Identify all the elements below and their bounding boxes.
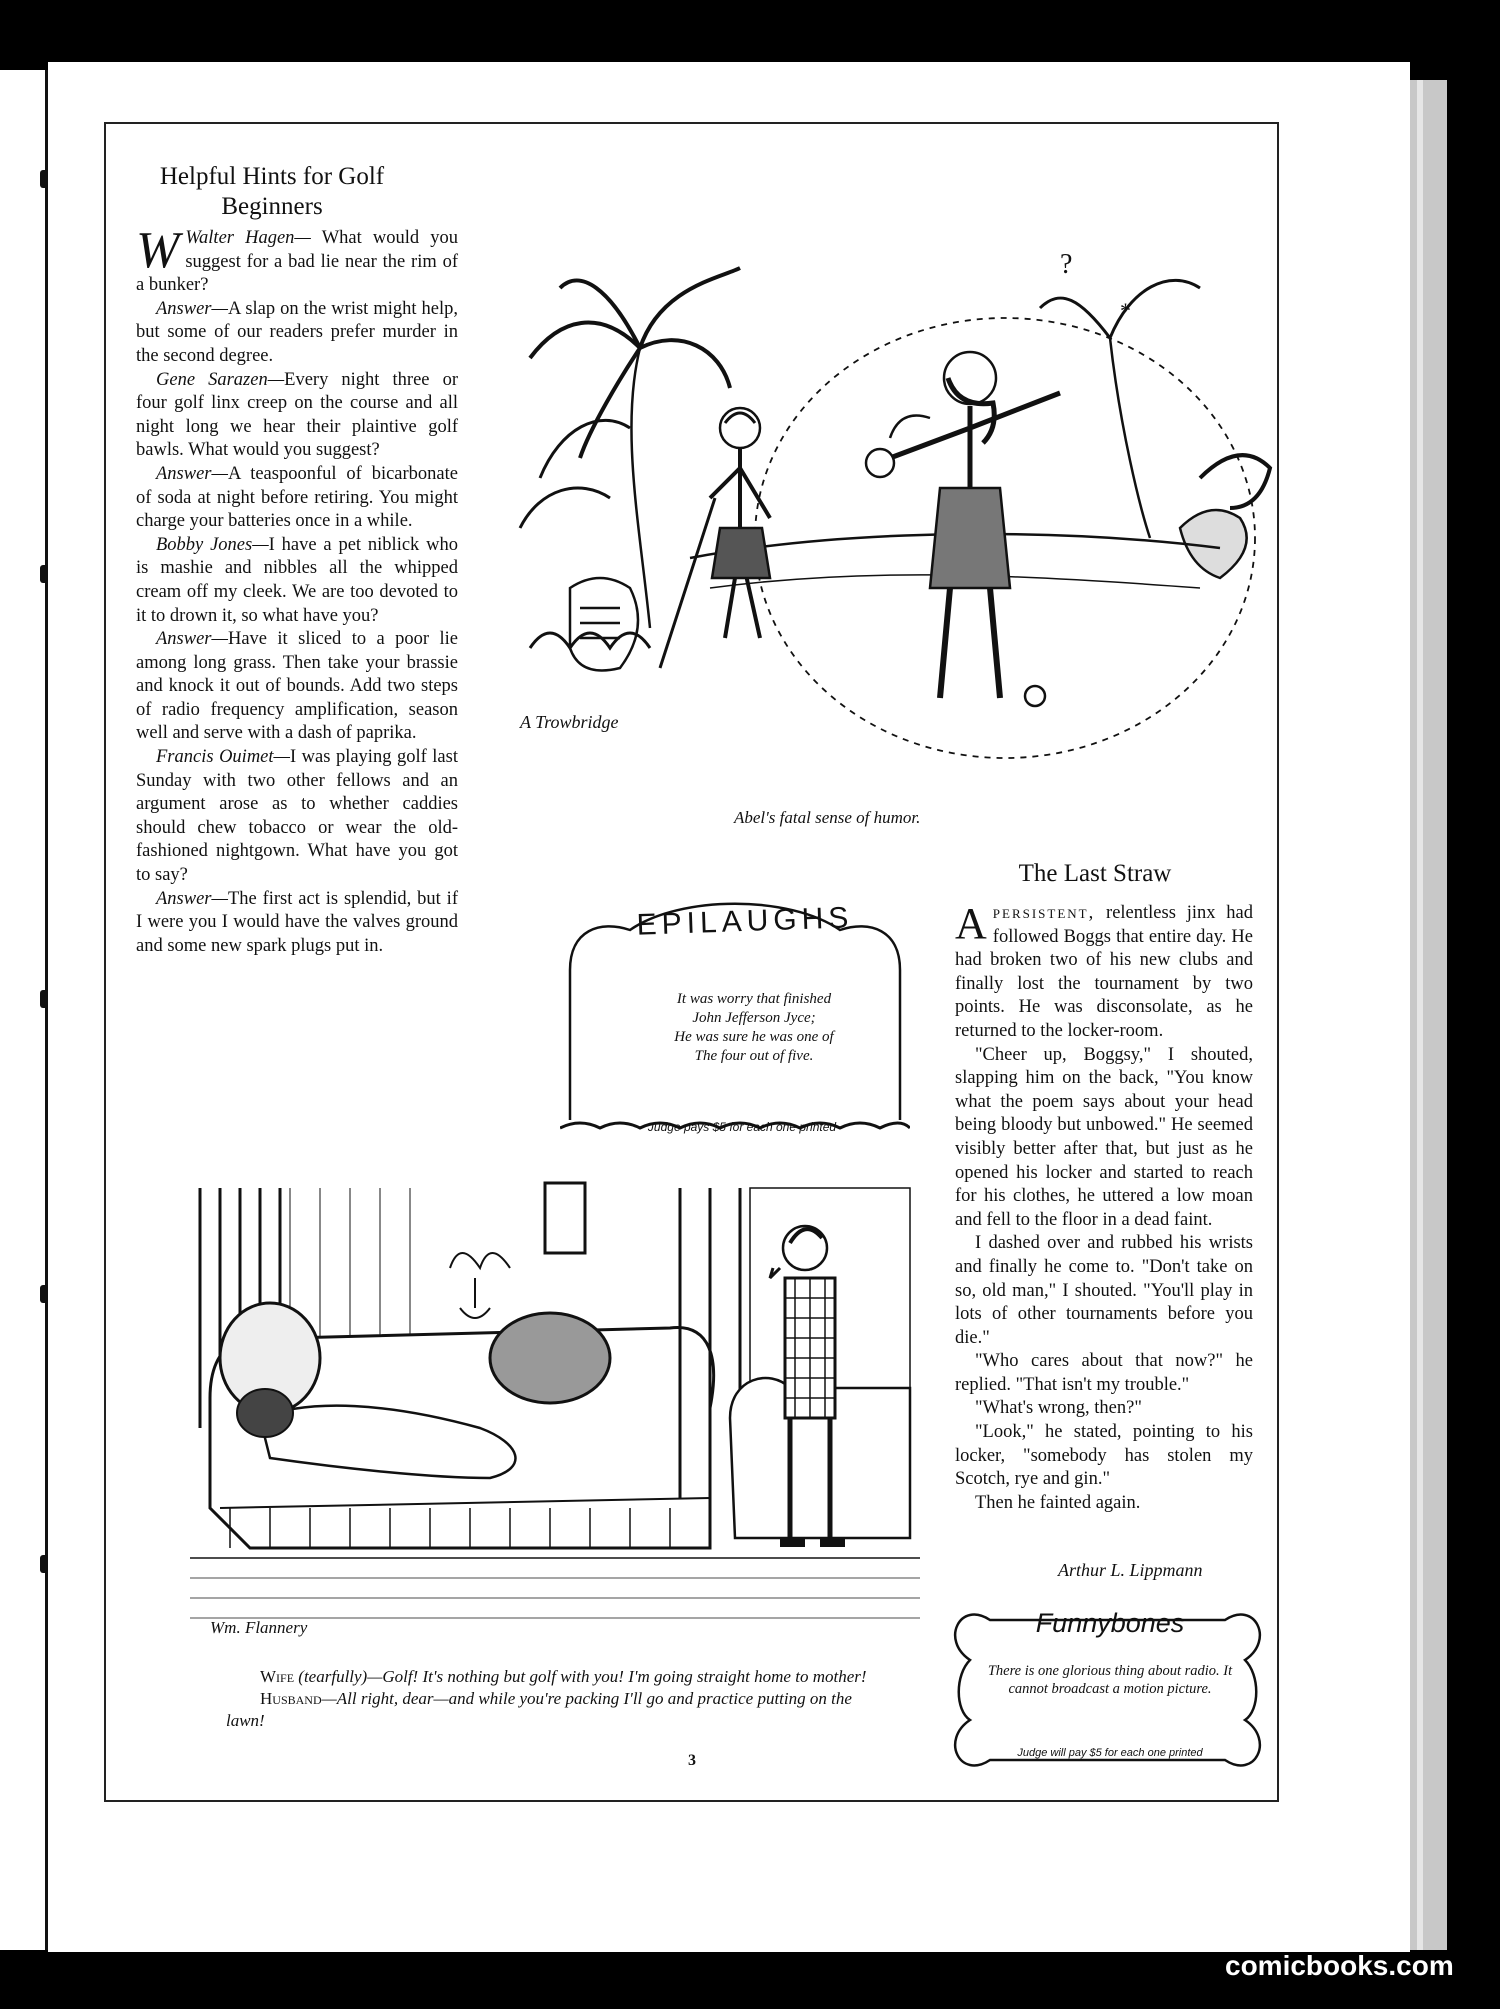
- golf-para: [136, 628, 458, 746]
- wife-text: (tearfully)—Golf! It's nothing but golf with you! I'm going straight home to mother!: [298, 1667, 867, 1686]
- page-edge: [1405, 80, 1447, 1950]
- wife-line: [226, 1666, 886, 1688]
- golf-text: A teaspoonful of bicarbonate of soda at night before retiring. You might charge your batteries once in a while.: [136, 463, 458, 532]
- golf-text: Every night three or four golf linx creep on the course and all night long we hear their plaintive golf bawls. What would you suggest?: [136, 369, 458, 461]
- golf-speaker: Bobby Jones—: [156, 534, 269, 555]
- straw-para: I dashed over and rubbed his wrists and finally he come to. "Don't take on so, old man," I shouted. "You'll play in lots of other tournaments before you die.": [955, 1233, 1253, 1348]
- funnybones-title: Funnybones: [1035, 1608, 1185, 1638]
- golf-para: [136, 534, 458, 628]
- golf-text: What would you suggest for a bad lie near the rim of a bunker?: [136, 228, 458, 296]
- straw-para: "What's wrong, then?": [975, 1398, 1142, 1419]
- caveman-golf-cartoon: [500, 228, 1280, 788]
- funnybones-footer: Judge will pay $5 for each one printed: [1017, 1747, 1203, 1759]
- epilaughs-poem: [604, 990, 904, 1066]
- golf-para: [136, 888, 458, 959]
- funnybones-text: There is one glorious thing about radio. It cannot broadcast a motion picture.: [987, 1663, 1233, 1697]
- golf-speaker: Answer—: [156, 463, 228, 484]
- golf-text: A slap on the wrist might help, but some of our readers prefer murder in the second degree.: [136, 298, 458, 366]
- cartoon2-caption: [226, 1666, 886, 1732]
- husband-line: [226, 1688, 886, 1732]
- svg-text:*: *: [1120, 298, 1131, 323]
- cartoon2-signature: Wm. Flannery: [210, 1618, 308, 1637]
- husband-label: Husband: [260, 1689, 322, 1708]
- golf-speaker: Gene Sarazen—: [156, 369, 285, 390]
- straw-opening: persistent,: [992, 903, 1096, 923]
- golf-text: I was playing golf last Sunday with two other fellows and an argument arose as to whether caddies should chew tobacco or wear the old-fashioned nightgown. What have you got to say?: [136, 747, 458, 886]
- epilaughs-footer: Judge pays $5 for each one printed: [647, 1120, 837, 1134]
- golf-hints-title: Helpful Hints for Golf Beginners: [159, 163, 385, 220]
- straw-dropcap: A: [955, 899, 987, 948]
- epilaughs-line: It was worry that finished: [676, 991, 832, 1007]
- straw-text: relentless jinx had followed Boggs that entire day. He had broken two of his new clubs and finally lost the tournament by two points. He was disconsolate, as he returned to the locker-room.: [955, 903, 1253, 1041]
- golf-dropcap: W: [136, 222, 180, 279]
- golf-text: The first act is splendid, but if I were you I would have the valves ground and some new spark plugs put in.: [136, 888, 458, 956]
- golf-para: [136, 222, 458, 298]
- straw-para: "Look," he stated, pointing to his locker, "somebody has stolen my Scotch, rye and gin.": [955, 1422, 1253, 1490]
- epilaughs-heading: EPILAUGHS: [636, 901, 854, 942]
- golf-speaker: Walter Hagen—: [185, 228, 311, 248]
- golf-hints-body: [136, 222, 458, 958]
- golf-text: Have it sliced to a poor lie among long grass. Then take your brassie and knock it out of bounds. Add two steps of radio frequency amplification, season well and serve with a dash of paprika.: [136, 629, 458, 744]
- epilaughs-line: The four out of five.: [694, 1048, 814, 1064]
- last-straw-byline: Arthur L. Lippmann: [1058, 1560, 1203, 1580]
- husband-text: —All right, dear—and while you're packing I'll go and practice putting on the lawn!: [226, 1689, 852, 1730]
- golf-para: [136, 463, 458, 534]
- binding-spine: [0, 70, 48, 1950]
- golf-speaker: Answer—: [156, 298, 228, 319]
- golf-para: [136, 369, 458, 463]
- svg-text:?: ?: [1060, 249, 1073, 280]
- straw-para: [955, 899, 1253, 1044]
- page-number: 3: [688, 1752, 696, 1769]
- straw-para: "Who cares about that now?" he replied. "That isn't my trouble.": [955, 1351, 1253, 1395]
- site-watermark: comicbooks.com: [1225, 1950, 1454, 1981]
- straw-para: Then he fainted again.: [975, 1492, 1141, 1513]
- straw-para: "Cheer up, Boggsy," I shouted, slapping him on the back, "You know what the poem says about your head being bloody but unbowed." He seemed visibly better after that, but just as he opened his locker and started to reach for his clothes, he uttered a low moan and fell to the floor in a dead faint.: [955, 1044, 1253, 1230]
- golf-para: [136, 298, 458, 369]
- cartoon1-signature: A Trowbridge: [520, 712, 619, 732]
- couch-scene-cartoon: [190, 1178, 920, 1648]
- wife-label: Wife: [260, 1667, 295, 1686]
- last-straw-body: [955, 899, 1253, 1515]
- cartoon1-caption: Abel's fatal sense of humor.: [734, 808, 921, 827]
- golf-speaker: Answer—: [156, 888, 228, 909]
- golf-speaker: Francis Ouimet—: [156, 747, 290, 768]
- epilaughs-line: He was sure he was one of: [674, 1029, 834, 1045]
- golf-para: [136, 746, 458, 888]
- golf-speaker: Answer—: [156, 629, 228, 650]
- epilaughs-line: John Jefferson Jyce;: [692, 1010, 816, 1026]
- last-straw-title: The Last Straw: [1018, 860, 1172, 887]
- golf-text: I have a pet niblick who is mashie and nibbles all the whipped cream off my cleek. We are too devoted to it to drown it, so what have you?: [136, 534, 458, 626]
